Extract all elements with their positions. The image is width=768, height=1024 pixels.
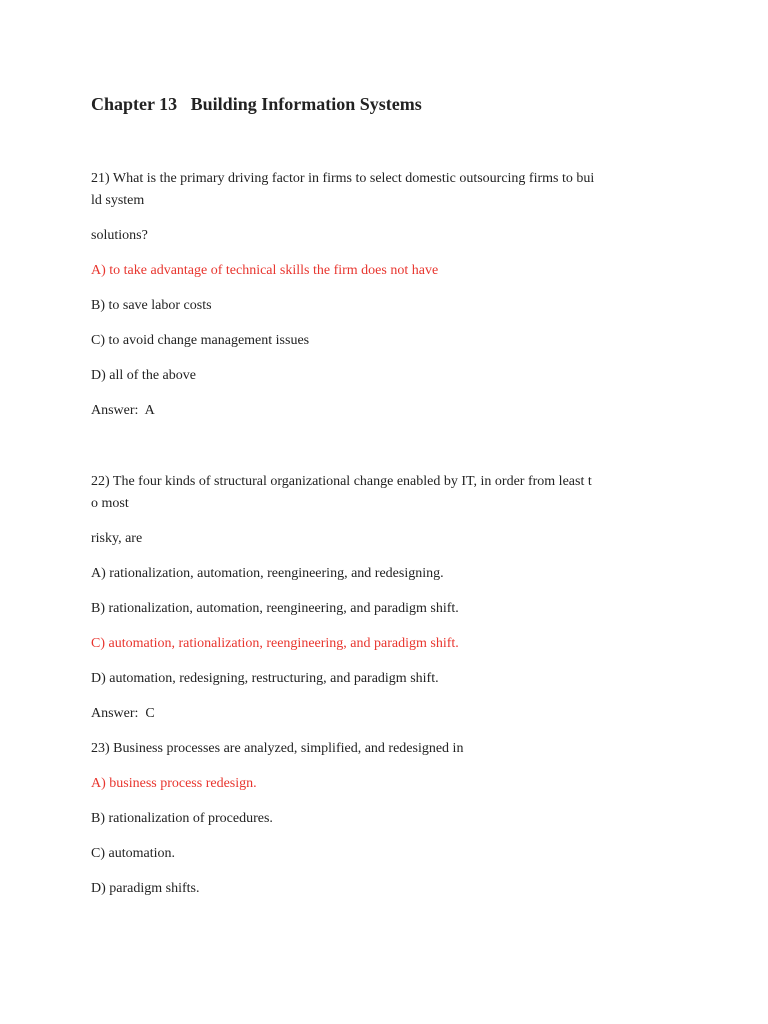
question-21-stem-line-3: solutions?: [91, 228, 148, 243]
question-22-option-d: D) automation, redesigning, restructuring, and paradigm shift.: [91, 671, 439, 686]
question-22-option-b: B) rationalization, automation, reengineering, and paradigm shift.: [91, 601, 459, 616]
question-21-option-c: C) to avoid change management issues: [91, 333, 310, 348]
question-23-option-d: D) paradigm shifts.: [91, 881, 200, 896]
question-23-option-b: B) rationalization of procedures.: [91, 811, 273, 826]
question-21-option-b: B) to save labor costs: [91, 298, 212, 313]
chapter-title: Chapter 13 Building Information Systems: [91, 94, 422, 114]
question-23-option-c: C) automation.: [91, 846, 175, 861]
question-22-stem-line-3: risky, are: [91, 531, 143, 546]
question-21-answer: Answer: A: [91, 403, 155, 418]
question-23-option-a: A) business process redesign.: [91, 776, 257, 791]
question-22-option-c: C) automation, rationalization, reengineering, and paradigm shift.: [91, 636, 459, 651]
question-23-stem-line-1: 23) Business processes are analyzed, simplified, and redesigned in: [91, 741, 464, 756]
question-22-stem-line-2: o most: [91, 496, 129, 511]
question-21-stem-line-2: ld system: [91, 193, 145, 208]
question-21-option-d: D) all of the above: [91, 368, 196, 383]
question-21-stem-line-1: 21) What is the primary driving factor in firms to select domestic outsourcing firms to bui: [91, 171, 595, 186]
question-22-stem-line-1: 22) The four kinds of structural organizational change enabled by IT, in order from least t: [91, 474, 592, 489]
question-21-option-a: A) to take advantage of technical skills the firm does not have: [91, 263, 439, 278]
question-22-answer: Answer: C: [91, 706, 155, 721]
question-22-option-a: A) rationalization, automation, reengineering, and redesigning.: [91, 566, 444, 581]
